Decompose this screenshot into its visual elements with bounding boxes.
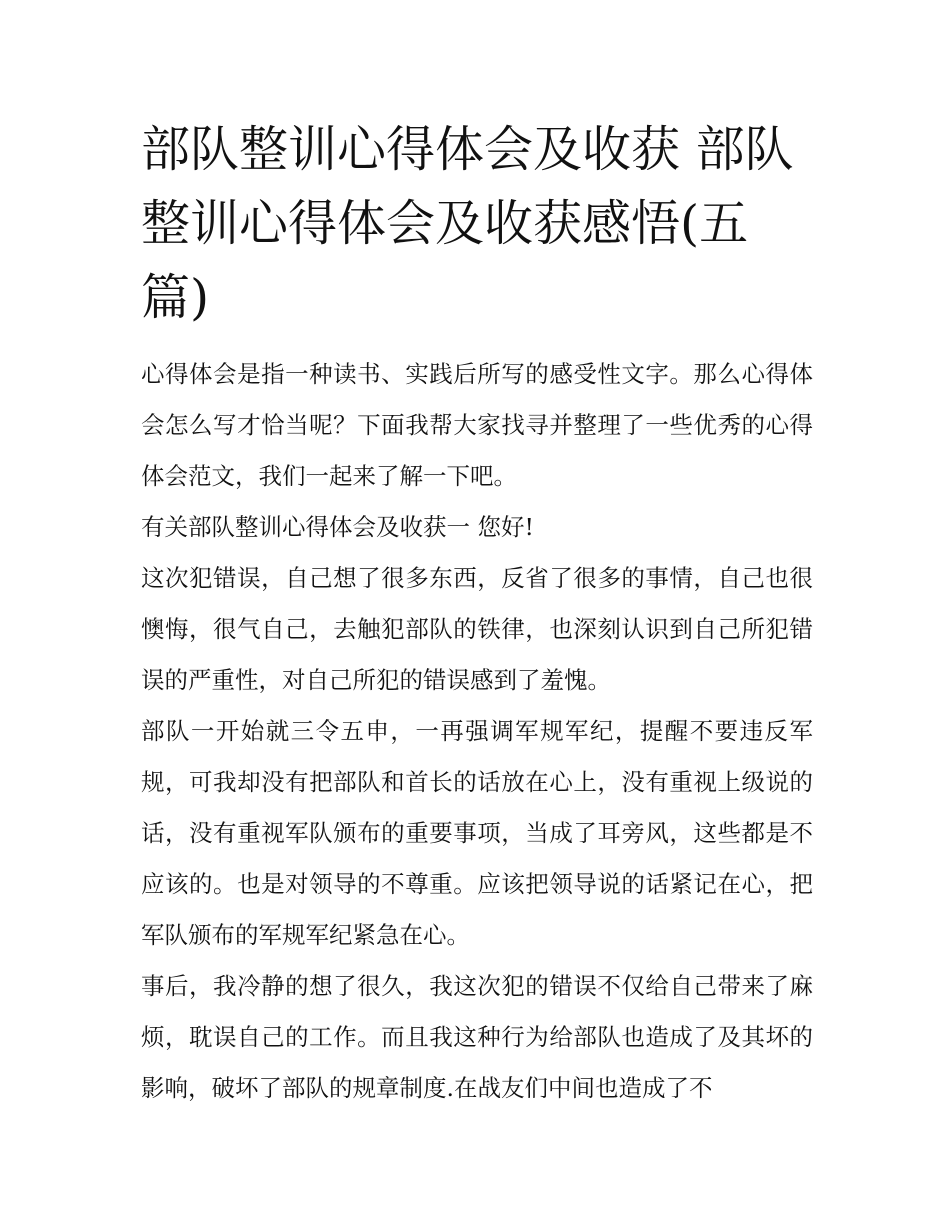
paragraph-intro: 心得体会是指一种读书、实践后所写的感受性文字。那么心得体会怎么写才恰当呢？下面我帮大家找寻并整理了一些优秀的心得体会范文，我们一起来了解一下吧。	[141, 360, 813, 490]
paragraph-reflection: 这次犯错误，自己想了很多东西，反省了很多的事情，自己也很懊悔，很气自己，去触犯部队的铁律，也深刻认识到自己所犯错误的严重性，对自己所犯的错误感到了羞愧。	[141, 564, 813, 694]
document-title: 部队整训心得体会及收获 部队整训心得体会及收获感悟(五篇)	[141, 121, 794, 326]
paragraph-section-heading: 有关部队整训心得体会及收获一 您好!	[141, 513, 534, 541]
paragraph-consequences: 事后，我冷静的想了很久，我这次犯的错误不仅给自己带来了麻烦，耽误自己的工作。而且我这种行为给部队也造成了及其坏的影响，破坏了部队的规章制度.在战友们中间也造成了不	[141, 972, 813, 1102]
document-body	[141, 113, 813, 1114]
paragraph-military-rules: 部队一开始就三令五申，一再强调军规军纪，提醒不要违反军规，可我却没有把部队和首长的话放在心上，没有重视上级说的话，没有重视军队颁布的重要事项，当成了耳旁风，这些都是不应该的。也是对领导的不尊重。应该把领导说的话紧记在心，把军队颁布的军规军纪紧急在心。	[141, 717, 813, 949]
